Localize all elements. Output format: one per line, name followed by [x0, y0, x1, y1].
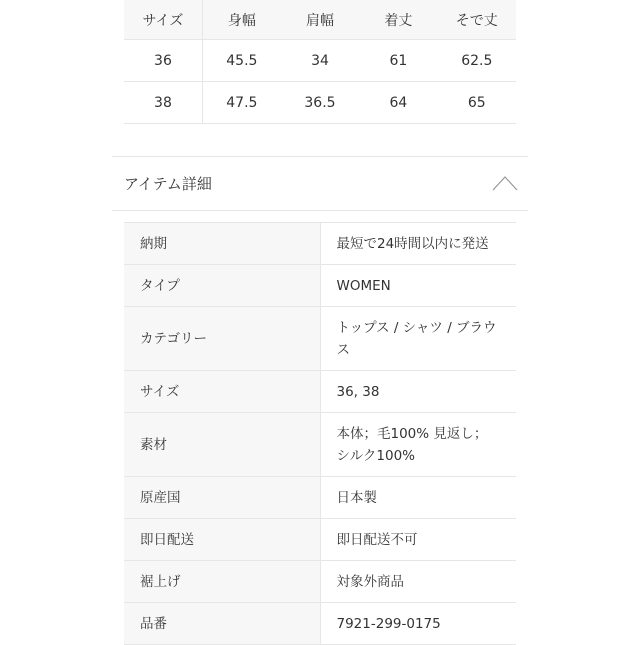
table-row — [124, 561, 516, 603]
table-cell: 38 — [124, 82, 202, 124]
table-cell: 34 — [281, 40, 359, 82]
detail-label: 原産国 — [124, 477, 320, 519]
size-header-size: サイズ — [124, 0, 202, 40]
table-cell: 47.5 — [202, 82, 280, 124]
table-cell: 64 — [359, 82, 437, 124]
detail-value: 最短で24時間以内に発送 — [320, 223, 516, 265]
table-row — [124, 307, 516, 371]
size-table-header — [124, 0, 516, 40]
detail-value: 本体；毛100% 見返し；シルク100% — [320, 413, 516, 477]
size-header-body-width: 身幅 — [202, 0, 280, 40]
section-divider — [112, 210, 528, 211]
table-row — [124, 477, 516, 519]
table-row — [124, 265, 516, 307]
detail-label: サイズ — [124, 371, 320, 413]
size-table — [124, 0, 516, 124]
table-row — [124, 40, 516, 82]
table-cell: 36.5 — [281, 82, 359, 124]
size-header-shoulder: 肩幅 — [281, 0, 359, 40]
detail-label: 即日配送 — [124, 519, 320, 561]
detail-label: 素材 — [124, 413, 320, 477]
section-divider — [112, 156, 528, 157]
table-row — [124, 82, 516, 124]
size-header-sleeve: そで丈 — [438, 0, 516, 40]
table-cell: 62.5 — [438, 40, 516, 82]
table-row — [124, 371, 516, 413]
detail-value: WOMEN — [320, 265, 516, 307]
detail-label: 納期 — [124, 223, 320, 265]
detail-label: タイプ — [124, 265, 320, 307]
size-header-length: 着丈 — [359, 0, 437, 40]
detail-value: 即日配送不可 — [320, 519, 516, 561]
detail-value: 36, 38 — [320, 371, 516, 413]
detail-value: トップス / シャツ / ブラウス — [320, 307, 516, 371]
chevron-up-icon[interactable] — [492, 171, 518, 193]
table-cell: 65 — [438, 82, 516, 124]
detail-label: 品番 — [124, 603, 320, 645]
table-cell: 36 — [124, 40, 202, 82]
item-detail-table — [124, 222, 516, 645]
table-row — [124, 603, 516, 645]
table-row — [124, 413, 516, 477]
detail-value: 日本製 — [320, 477, 516, 519]
detail-label: 裾上げ — [124, 561, 320, 603]
table-row — [124, 223, 516, 265]
item-detail-title: アイテム詳細 — [124, 175, 212, 193]
table-cell: 45.5 — [202, 40, 280, 82]
table-row — [124, 519, 516, 561]
detail-value: 7921-299-0175 — [320, 603, 516, 645]
detail-value: 対象外商品 — [320, 561, 516, 603]
detail-label: カテゴリー — [124, 307, 320, 371]
table-cell: 61 — [359, 40, 437, 82]
